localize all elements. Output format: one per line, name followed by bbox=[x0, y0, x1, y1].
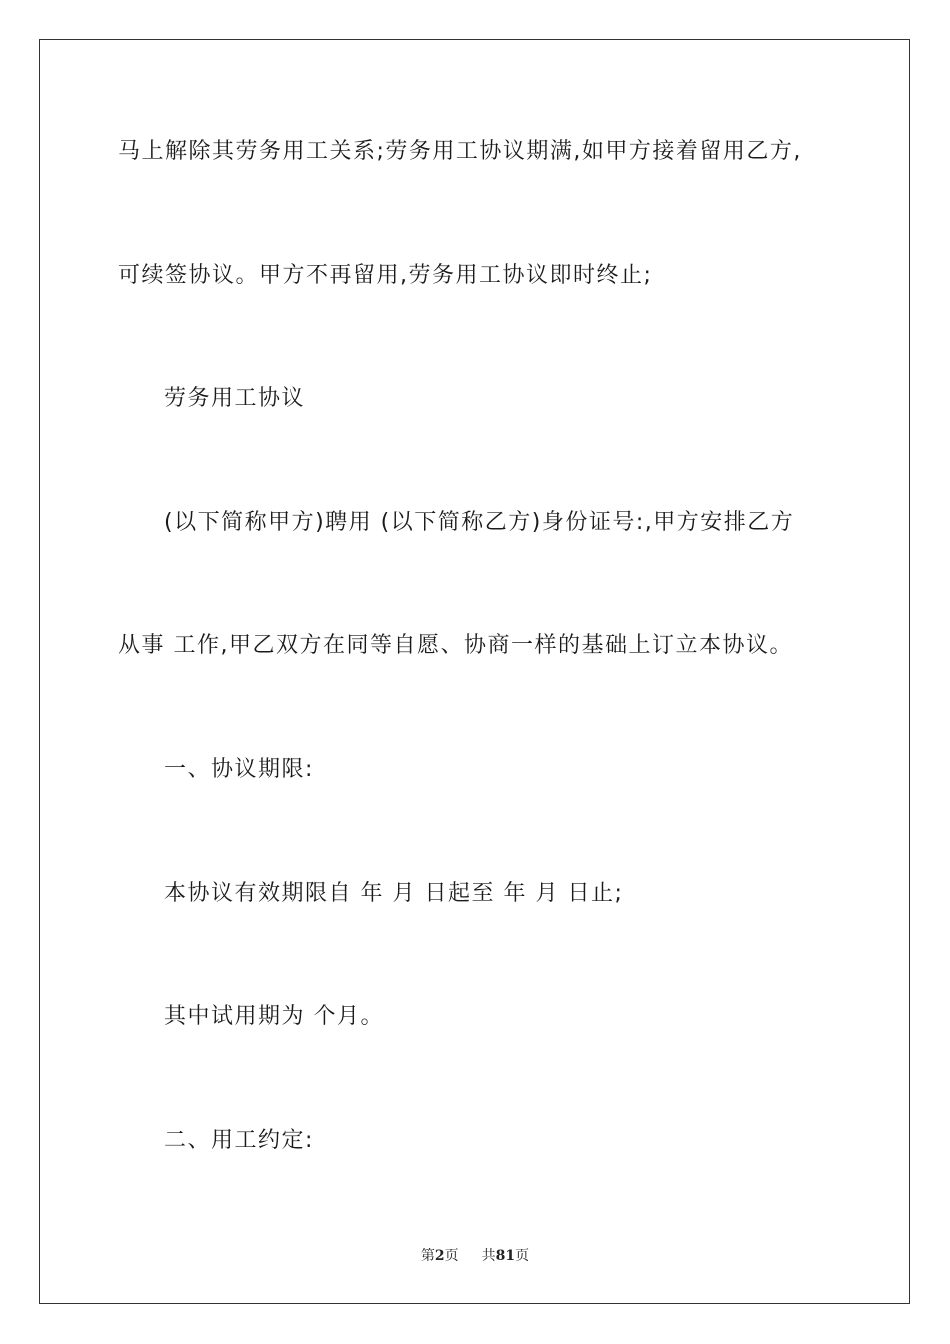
total-page-count: 81 bbox=[495, 1248, 516, 1264]
section-heading: 一、协议期限: bbox=[164, 757, 314, 782]
body-text-line: 本协议有效期限自 年 月 日起至 年 月 日止; bbox=[164, 881, 624, 906]
body-text-line: (以下简称甲方)聘用 (以下简称乙方)身份证号:,甲方安排乙方 bbox=[164, 510, 795, 535]
page-indicator: 第2页 bbox=[420, 1248, 459, 1264]
body-text-line: 其中试用期为 个月。 bbox=[164, 1004, 384, 1029]
body-text-line: 从事 工作,甲乙双方在同等自愿、协商一样的基础上订立本协议。 bbox=[118, 633, 793, 658]
page-footer bbox=[0, 1246, 950, 1266]
body-text-line: 可续签协议。甲方不再留用,劳务用工协议即时终止; bbox=[118, 263, 653, 288]
body-text-line: 马上解除其劳务用工关系;劳务用工协议期满,如甲方接着留用乙方, bbox=[118, 139, 802, 164]
current-page-number: 2 bbox=[434, 1248, 445, 1264]
section-heading: 劳务用工协议 bbox=[164, 386, 306, 411]
section-heading: 二、用工约定: bbox=[164, 1128, 314, 1153]
total-pages-indicator: 共81页 bbox=[481, 1248, 530, 1264]
page-border bbox=[39, 39, 910, 1304]
